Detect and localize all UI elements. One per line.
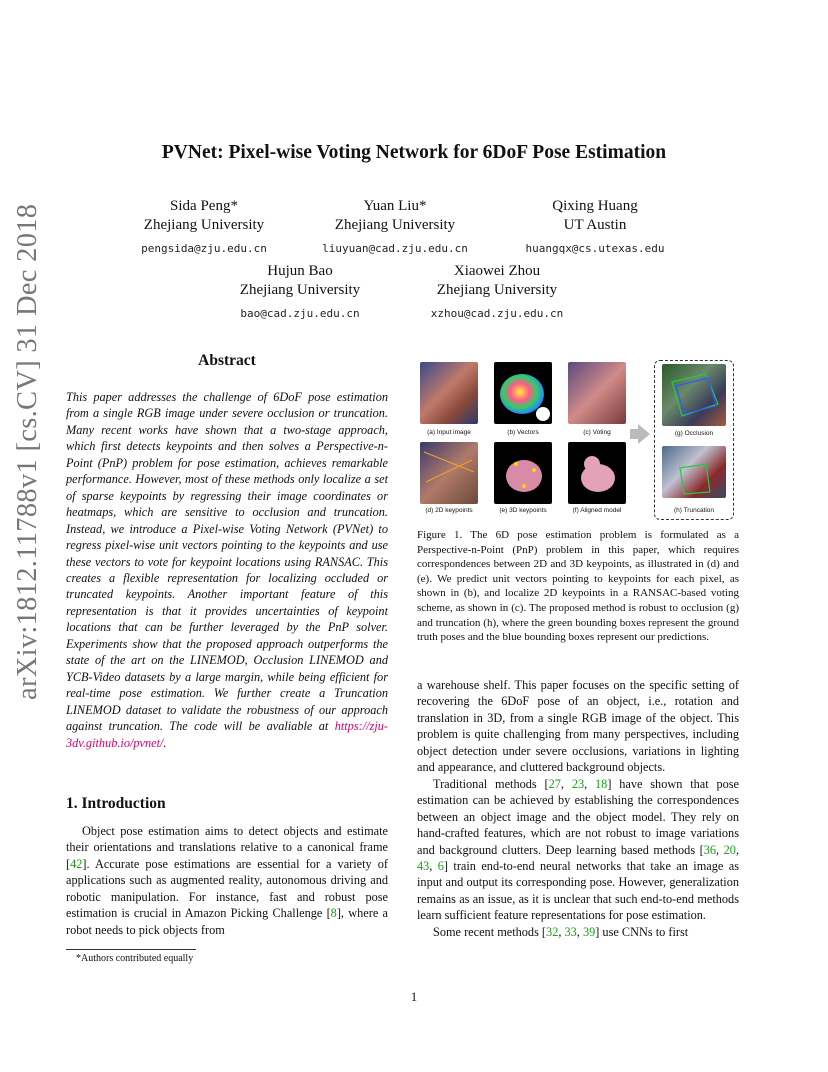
text-span: ], where a robot needs to pick objects from [66,906,388,937]
text-span: ]. Accurate pose estimations are essential for a variety of applications such as augmented reality, autonomous driving and robotic manipulation. For instance, fast and robust pose estimation is crucial in Amazon Picking Challenge [ [66,856,388,921]
label-truncation: (h) Truncation [673,507,715,514]
label-2d-keypoints: (d) 2D keypoints [425,507,473,514]
citation-link[interactable]: 42 [70,856,83,871]
author-3 [505,197,685,258]
label-input-image: (a) Input image [427,429,471,436]
abstract-end: . [163,735,167,750]
arrow-right-icon [638,424,650,444]
paragraph: a warehouse shelf. This paper focuses on the specific setting of recovering the 6DoF pose of an object, i.e., rotation and translation in 3D, from a single RGB image of the object. This problem is quite challenging from many perspectives, including object detection under severe occlusions, variations in lighting and appearance, and cluttered background objects. [417,678,739,775]
label-occlusion: (g) Occlusion [674,430,714,437]
citation-link[interactable]: 27 [548,776,561,791]
author-affiliation: Zhejiang University [436,282,558,298]
vectors-thumbnail [494,362,552,424]
citation-link[interactable]: 8 [330,906,337,921]
input-image-thumbnail [420,362,478,424]
author-affiliation: Zhejiang University [143,217,265,233]
citation-link[interactable]: 33 [564,924,577,939]
citation-link[interactable]: 43 [417,858,430,873]
citation-link[interactable]: 20 [723,842,736,857]
text-span: , [576,924,583,939]
dashed-region [654,360,734,520]
footnote: *Authors contributed equally [76,953,194,964]
arxiv-identifier: arXiv:1812.11788v1 [cs.CV] 31 Dec 2018 [12,203,43,700]
intro-paragraph [66,823,388,938]
author-email[interactable]: huangqx@cs.utexas.edu [525,242,665,255]
section-heading-introduction: 1. Introduction [66,795,166,812]
author-email[interactable]: liuyuan@cad.zju.edu.cn [322,242,468,255]
aligned-model-icon [568,442,626,504]
author-email[interactable]: bao@cad.zju.edu.cn [240,307,360,320]
author-name: Yuan Liu* [363,198,427,214]
citation-link[interactable]: 18 [595,776,608,791]
paper-title: PVNet: Pixel-wise Voting Network for 6DoF Pose Estimation [161,142,667,163]
citation-link[interactable]: 39 [582,924,596,939]
citation-link[interactable]: 32 [546,924,559,939]
citation-link[interactable]: 36 [703,842,717,857]
author-5 [412,262,582,323]
abstract-heading: Abstract [198,352,256,369]
author-name: Qixing Huang [552,198,638,214]
paragraph [417,924,739,940]
text-span: , [584,776,596,791]
text-span: Traditional methods [ [433,776,549,791]
text-span: , [429,858,438,873]
author-2 [305,197,485,258]
citation-link[interactable]: 23 [571,776,585,791]
abstract-body: This paper addresses the challenge of 6DoF pose estimation from a single RGB image under severe occlusion or truncation. Many recent works have shown that a two-stage approach, which first detects keypoints and then solves a Perspective-n-Point (PnP) problem for pose estimation, achieves remarkable performance. However, most of these methods only localize a set of sparse keypoints by regressing their image coordinates or heatmaps, which are sensitive to occlusion and truncation. Instead, we introduce a Pixel-wise Voting Network (PVNet) to regress pixel-wise unit vectors pointing to the keypoints and use these vectors to vote for keypoint locations using RANSAC. This creates a flexible representation for localizing occluded or truncated keypoints. Another important feature of this representation is that it provides uncertainties of keypoint locations that can be further leveraged by the PnP solver. Experiments show that the proposed approach outperforms the state of the art on the LINEMOD, Occlusion LINEMOD and YCB-Video datasets by a large margin, while being efficient for real-time pose estimation. We further create a Truncation LINEMOD dataset to validate the robustness of our approach against truncation. The code will be avaliable at [66,390,388,734]
aligned-model-thumbnail [568,442,626,504]
label-vectors: (b) Vectors [507,429,539,436]
vector-field-icon [494,362,552,424]
text-span: Object pose estimation aims to detect objects and estimate their orientations and translations relative to a canonical frame [ [66,824,388,871]
label-3d-keypoints: (e) 3D keypoints [499,507,547,514]
keypoint-lines-icon [420,442,478,504]
text-span: ] train end-to-end neural networks that take an image as input and output its corresponding pose. However, generalization remains as an issue, as it is unclear that such end-to-end methods learn sufficient feature representations for pose estimation. [417,858,739,923]
author-4 [220,262,380,323]
author-name: Xiaowei Zhou [453,263,541,279]
code-link[interactable]: https://zju-3dv.github.io/pvnet/ [66,719,388,750]
paragraph [417,776,739,924]
author-email[interactable]: pengsida@zju.edu.cn [141,242,267,255]
citation-link[interactable]: 6 [437,858,444,873]
author-affiliation: UT Austin [563,217,627,233]
text-span: , [716,842,724,857]
text-span: , [560,776,572,791]
text-span: ] have shown that pose estimation can be achieved by establishing the correspondences between an object image and the object model. They rely on hand-crafted features, which are not robust to image variations and background clutters. Deep learning based methods [ [417,776,739,857]
text-span: , [558,924,565,939]
label-aligned-model: (f) Aligned model [572,507,622,514]
keypoints-2d-thumbnail [420,442,478,504]
footnote-rule [66,949,196,950]
author-1 [124,197,284,258]
model-keypoints-icon [494,442,552,504]
voting-thumbnail [568,362,626,424]
text-span: , [735,842,740,857]
page-number: 1 [410,990,418,1004]
text-span: ] use CNNs to first [595,924,689,939]
author-name: Hujun Bao [267,263,333,279]
author-name: Sida Peng* [170,198,238,214]
keypoints-3d-thumbnail [494,442,552,504]
author-email[interactable]: xzhou@cad.zju.edu.cn [430,307,564,320]
text-span: Some recent methods [ [433,924,547,939]
abstract-text [66,389,388,751]
label-voting: (c) Voting [583,429,611,436]
author-affiliation: Zhejiang University [334,217,456,233]
figure-caption: Figure 1. The 6D pose estimation problem is formulated as a Perspective-n-Point (PnP) problem in this paper, which requires correspondences between 2D and 3D keypoints, as illustrated in (d) and (e). We predict unit vectors pointing to keypoints for each pixel, as shown in (b), and localize 2D keypoints in a RANSAC-based voting scheme, as shown in (c). The proposed method is robust to occlusion (g) and truncation (h), where the green bounding boxes represent the ground truth poses and the blue bounding boxes represent our predictions. [417,529,739,644]
author-affiliation: Zhejiang University [239,282,361,298]
right-column-text [417,677,739,940]
figure-1 [420,360,740,522]
